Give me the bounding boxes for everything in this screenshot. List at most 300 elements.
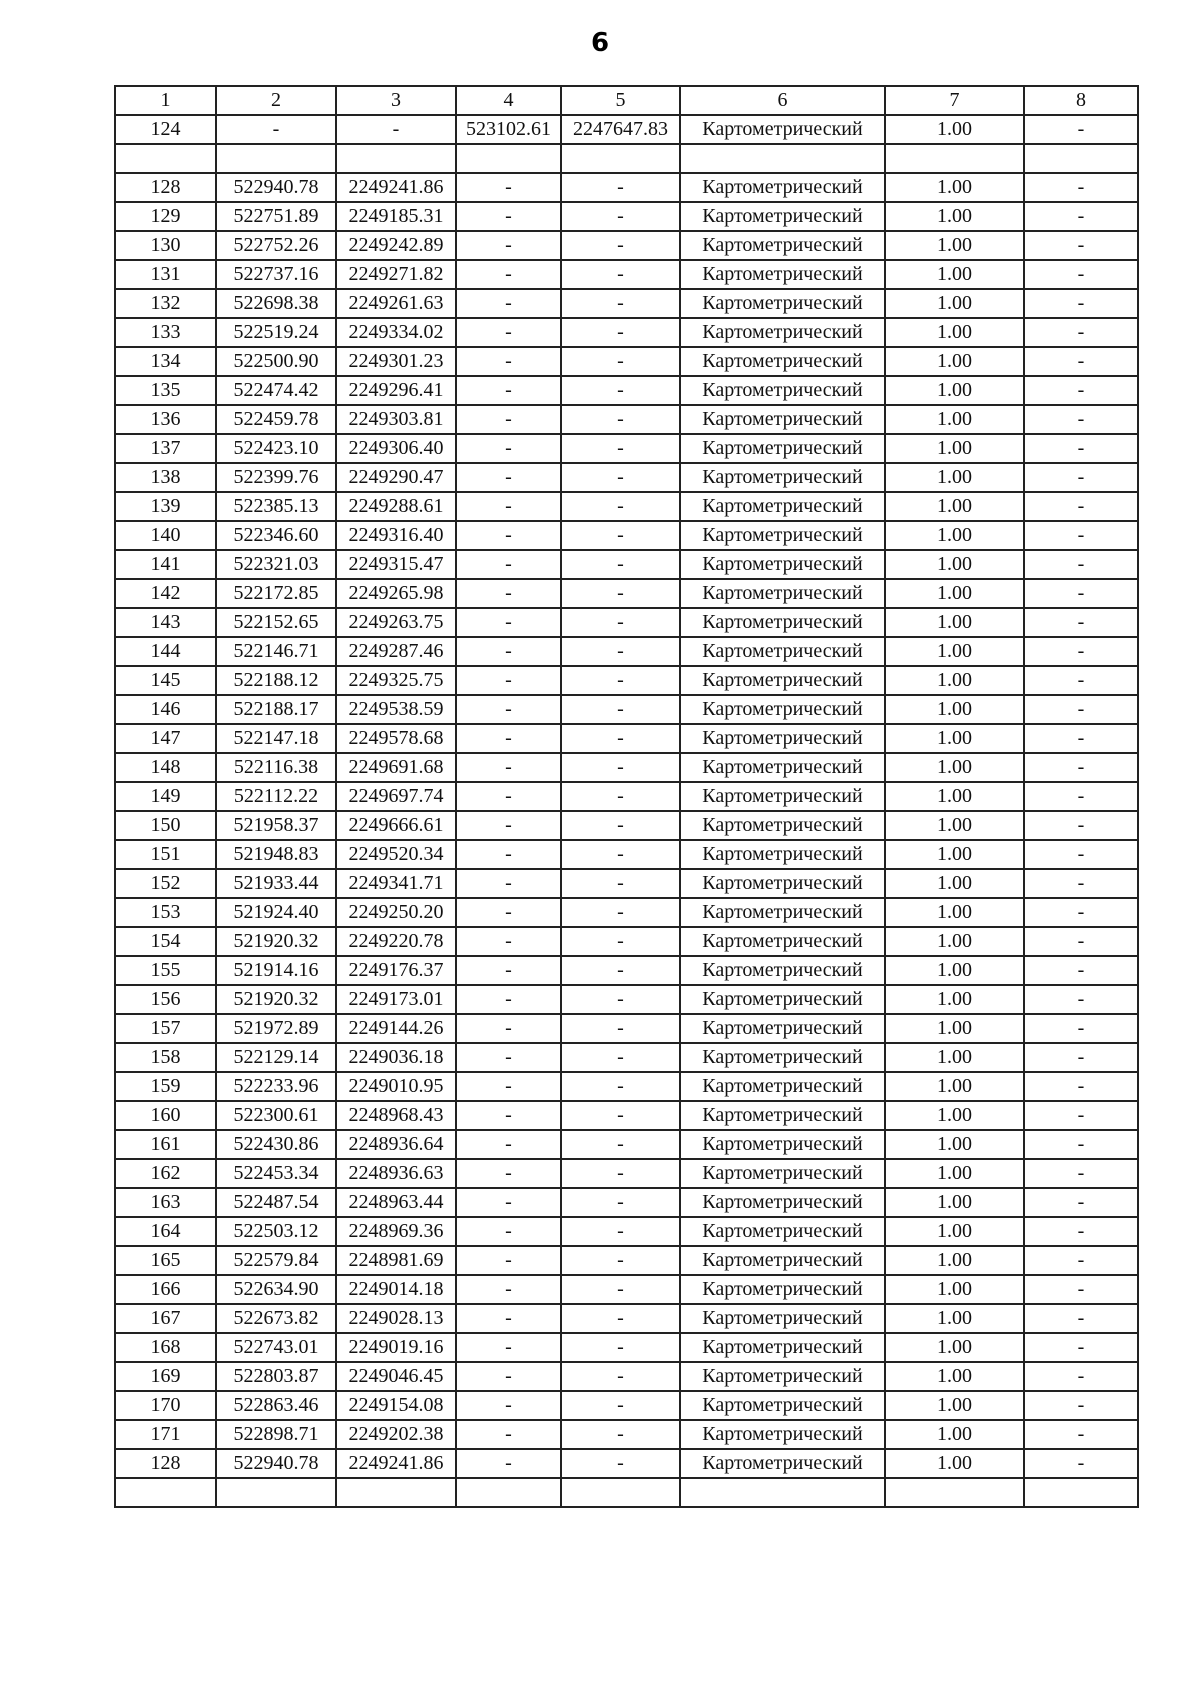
table-cell: -	[561, 579, 680, 608]
table-cell: 143	[115, 608, 216, 637]
table-cell: Картометрический	[680, 1217, 885, 1246]
table-cell: -	[456, 1275, 561, 1304]
table-row	[115, 115, 1138, 144]
table-cell: Картометрический	[680, 1188, 885, 1217]
table-cell: -	[456, 782, 561, 811]
table-cell: 522346.60	[216, 521, 336, 550]
table-cell: 521958.37	[216, 811, 336, 840]
table-cell: -	[561, 1159, 680, 1188]
table-cell: -	[561, 1333, 680, 1362]
table-cell: -	[1024, 1420, 1138, 1449]
table-cell: -	[1024, 666, 1138, 695]
table-cell: 522737.16	[216, 260, 336, 289]
table-cell: 136	[115, 405, 216, 434]
table-cell: 522634.90	[216, 1275, 336, 1304]
table-cell: -	[1024, 1449, 1138, 1478]
table-cell: Картометрический	[680, 1072, 885, 1101]
table-cell: -	[456, 1101, 561, 1130]
table-cell: -	[456, 347, 561, 376]
table-cell: -	[1024, 579, 1138, 608]
table-row	[115, 347, 1138, 376]
table-cell: 1.00	[885, 463, 1024, 492]
table-cell: -	[1024, 1101, 1138, 1130]
table-cell: 2247647.83	[561, 115, 680, 144]
table-cell: Картометрический	[680, 811, 885, 840]
table-cell: -	[561, 492, 680, 521]
table-cell: 2249697.74	[336, 782, 456, 811]
table-row	[115, 840, 1138, 869]
table-cell: -	[1024, 405, 1138, 434]
table-cell: -	[456, 579, 561, 608]
table-cell: 522188.12	[216, 666, 336, 695]
table-cell: 138	[115, 463, 216, 492]
table-cell: -	[561, 1101, 680, 1130]
table-cell: 2249691.68	[336, 753, 456, 782]
table-cell: -	[561, 1449, 680, 1478]
table-cell: 522423.10	[216, 434, 336, 463]
table-cell: -	[561, 985, 680, 1014]
table-row	[115, 869, 1138, 898]
table-cell: 1.00	[885, 1188, 1024, 1217]
table-cell: 146	[115, 695, 216, 724]
table-cell: 128	[115, 1449, 216, 1478]
table-cell: -	[561, 637, 680, 666]
table-cell: 522152.65	[216, 608, 336, 637]
table-cell: 1.00	[885, 434, 1024, 463]
table-cell: 156	[115, 985, 216, 1014]
table-cell: 1.00	[885, 1420, 1024, 1449]
table-cell: Картометрический	[680, 289, 885, 318]
table-cell: Картометрический	[680, 579, 885, 608]
column-header: 2	[216, 86, 336, 115]
table-cell: -	[561, 260, 680, 289]
table-cell: 522743.01	[216, 1333, 336, 1362]
table-row	[115, 1014, 1138, 1043]
table-cell: 522503.12	[216, 1217, 336, 1246]
table-cell: 2249144.26	[336, 1014, 456, 1043]
table-cell: 1.00	[885, 695, 1024, 724]
table-row	[115, 231, 1138, 260]
table-cell: 2248936.64	[336, 1130, 456, 1159]
table-cell: 2249303.81	[336, 405, 456, 434]
column-header: 4	[456, 86, 561, 115]
table-cell: 522579.84	[216, 1246, 336, 1275]
table-cell	[561, 144, 680, 173]
table-cell: 1.00	[885, 1072, 1024, 1101]
table-cell: -	[561, 1014, 680, 1043]
table-cell: 2248968.43	[336, 1101, 456, 1130]
table-row	[115, 492, 1138, 521]
table-cell: Картометрический	[680, 1159, 885, 1188]
table-cell: -	[1024, 1391, 1138, 1420]
table-cell: 1.00	[885, 1014, 1024, 1043]
table-header-row	[115, 86, 1138, 115]
table-cell: -	[561, 898, 680, 927]
column-header: 6	[680, 86, 885, 115]
table-cell: 522321.03	[216, 550, 336, 579]
table-cell: -	[456, 1217, 561, 1246]
table-cell	[885, 144, 1024, 173]
table-row	[115, 260, 1138, 289]
table-cell: 521914.16	[216, 956, 336, 985]
table-cell: 1.00	[885, 840, 1024, 869]
table-cell: -	[456, 1043, 561, 1072]
table-cell: -	[561, 1246, 680, 1275]
table-cell: -	[561, 1217, 680, 1246]
table-cell: 2249538.59	[336, 695, 456, 724]
table-cell: -	[456, 1014, 561, 1043]
table-cell: -	[456, 521, 561, 550]
table-cell: 2249010.95	[336, 1072, 456, 1101]
table-cell: 522863.46	[216, 1391, 336, 1420]
table-cell: Картометрический	[680, 840, 885, 869]
table-cell: -	[1024, 1362, 1138, 1391]
table-cell: Картометрический	[680, 608, 885, 637]
table-cell: 522673.82	[216, 1304, 336, 1333]
table-cell: 141	[115, 550, 216, 579]
table-row	[115, 811, 1138, 840]
table-cell: 147	[115, 724, 216, 753]
table-cell: 1.00	[885, 1043, 1024, 1072]
table-cell: -	[561, 811, 680, 840]
table-cell: 154	[115, 927, 216, 956]
table-row	[115, 1391, 1138, 1420]
table-cell: 137	[115, 434, 216, 463]
table-cell: 1.00	[885, 202, 1024, 231]
table-row	[115, 956, 1138, 985]
table-cell: -	[1024, 840, 1138, 869]
table-cell: 167	[115, 1304, 216, 1333]
table-cell: 522487.54	[216, 1188, 336, 1217]
table-row	[115, 202, 1138, 231]
table-cell: 522129.14	[216, 1043, 336, 1072]
table-cell: 522898.71	[216, 1420, 336, 1449]
table-cell: 1.00	[885, 347, 1024, 376]
table-cell: Картометрический	[680, 376, 885, 405]
table-cell: 1.00	[885, 1217, 1024, 1246]
table-row	[115, 376, 1138, 405]
table-cell: -	[1024, 1246, 1138, 1275]
table-cell: 2249334.02	[336, 318, 456, 347]
table-cell: -	[1024, 1043, 1138, 1072]
table-cell: 2249241.86	[336, 173, 456, 202]
table-cell: Картометрический	[680, 898, 885, 927]
table-cell: -	[456, 898, 561, 927]
table-cell: 2249306.40	[336, 434, 456, 463]
table-cell: 135	[115, 376, 216, 405]
table-cell: 2249173.01	[336, 985, 456, 1014]
table-cell: -	[1024, 492, 1138, 521]
table-cell: 522188.17	[216, 695, 336, 724]
table-cell: 1.00	[885, 1304, 1024, 1333]
table-cell: -	[1024, 782, 1138, 811]
table-cell: 1.00	[885, 376, 1024, 405]
table-cell: 2249154.08	[336, 1391, 456, 1420]
table-row	[115, 579, 1138, 608]
table-cell: 522500.90	[216, 347, 336, 376]
table-cell: 170	[115, 1391, 216, 1420]
table-cell: 159	[115, 1072, 216, 1101]
table-cell: Картометрический	[680, 463, 885, 492]
table-cell: 521924.40	[216, 898, 336, 927]
table-cell: 1.00	[885, 927, 1024, 956]
table-cell: 157	[115, 1014, 216, 1043]
table-cell: 2249220.78	[336, 927, 456, 956]
table-cell: -	[456, 840, 561, 869]
table-cell: 1.00	[885, 753, 1024, 782]
table-cell: -	[1024, 1304, 1138, 1333]
table-cell: 2249202.38	[336, 1420, 456, 1449]
table-cell: 1.00	[885, 666, 1024, 695]
table-cell: -	[1024, 434, 1138, 463]
table-cell: -	[456, 1246, 561, 1275]
table-cell: Картометрический	[680, 1449, 885, 1478]
table-row	[115, 289, 1138, 318]
table-cell: -	[456, 608, 561, 637]
table-cell: 2248969.36	[336, 1217, 456, 1246]
table-row	[115, 1101, 1138, 1130]
table-cell: -	[1024, 1217, 1138, 1246]
table-cell: 522147.18	[216, 724, 336, 753]
table-cell: 522116.38	[216, 753, 336, 782]
table-cell: -	[456, 1072, 561, 1101]
table-cell: -	[561, 1130, 680, 1159]
table-cell: 1.00	[885, 231, 1024, 260]
table-cell: 2249316.40	[336, 521, 456, 550]
table-cell: 128	[115, 173, 216, 202]
table-cell: -	[1024, 724, 1138, 753]
table-cell	[456, 1478, 561, 1507]
table-cell: -	[1024, 753, 1138, 782]
table-cell: 2249315.47	[336, 550, 456, 579]
table-cell: 130	[115, 231, 216, 260]
table-cell	[115, 1478, 216, 1507]
table-cell	[216, 144, 336, 173]
table-cell: -	[1024, 1014, 1138, 1043]
table-cell: Картометрический	[680, 260, 885, 289]
table-cell: -	[456, 811, 561, 840]
table-cell: Картометрический	[680, 1043, 885, 1072]
table-cell: Картометрический	[680, 202, 885, 231]
table-cell: -	[456, 289, 561, 318]
table-cell	[885, 1478, 1024, 1507]
table-cell: Картометрический	[680, 956, 885, 985]
table-cell: 152	[115, 869, 216, 898]
table-cell: 155	[115, 956, 216, 985]
table-cell: 1.00	[885, 1362, 1024, 1391]
table-row	[115, 405, 1138, 434]
table-cell: Картометрический	[680, 173, 885, 202]
table-cell: -	[1024, 289, 1138, 318]
table-cell: 124	[115, 115, 216, 144]
table-cell: -	[1024, 260, 1138, 289]
table-row	[115, 1304, 1138, 1333]
table-cell: -	[1024, 869, 1138, 898]
table-row	[115, 1072, 1138, 1101]
table-cell	[115, 144, 216, 173]
table-cell: 132	[115, 289, 216, 318]
table-cell: Картометрический	[680, 1246, 885, 1275]
table-cell: -	[1024, 347, 1138, 376]
column-header: 1	[115, 86, 216, 115]
table-cell: 1.00	[885, 811, 1024, 840]
table-cell	[216, 1478, 336, 1507]
table-cell: 1.00	[885, 637, 1024, 666]
table-cell: -	[561, 289, 680, 318]
table-cell: -	[1024, 695, 1138, 724]
table-cell: 1.00	[885, 579, 1024, 608]
table-cell: 145	[115, 666, 216, 695]
table-cell: 521933.44	[216, 869, 336, 898]
table-cell: -	[561, 550, 680, 579]
table-cell: -	[456, 492, 561, 521]
table-cell: -	[1024, 318, 1138, 347]
table-cell: 522940.78	[216, 173, 336, 202]
table-cell: Картометрический	[680, 521, 885, 550]
table-cell: -	[561, 753, 680, 782]
table-cell: -	[1024, 1275, 1138, 1304]
table-cell: 1.00	[885, 782, 1024, 811]
table-cell: -	[456, 1391, 561, 1420]
table-cell: Картометрический	[680, 927, 885, 956]
table-cell: 2249301.23	[336, 347, 456, 376]
table-cell: -	[456, 463, 561, 492]
table-cell: Картометрический	[680, 1420, 885, 1449]
table-cell: -	[561, 666, 680, 695]
table-row	[115, 666, 1138, 695]
table-row	[115, 318, 1138, 347]
table-cell: 161	[115, 1130, 216, 1159]
table-row	[115, 1188, 1138, 1217]
table-cell: -	[1024, 376, 1138, 405]
table-cell: Картометрический	[680, 695, 885, 724]
table-cell: 139	[115, 492, 216, 521]
table-cell: 1.00	[885, 492, 1024, 521]
table-cell: -	[1024, 1188, 1138, 1217]
table-row	[115, 463, 1138, 492]
table-cell: -	[561, 695, 680, 724]
table-cell: 1.00	[885, 318, 1024, 347]
table-cell: -	[456, 985, 561, 1014]
table-cell: 2249271.82	[336, 260, 456, 289]
table-cell: -	[456, 1304, 561, 1333]
table-cell: Картометрический	[680, 1304, 885, 1333]
table-cell: 522752.26	[216, 231, 336, 260]
table-cell: 2249666.61	[336, 811, 456, 840]
table-cell: 169	[115, 1362, 216, 1391]
table-cell: 2249520.34	[336, 840, 456, 869]
table-cell: -	[1024, 550, 1138, 579]
table-row	[115, 898, 1138, 927]
table-cell: 153	[115, 898, 216, 927]
table-cell: 521920.32	[216, 927, 336, 956]
table-cell: 2249028.13	[336, 1304, 456, 1333]
table-cell: Картометрический	[680, 1362, 885, 1391]
table-cell: -	[456, 202, 561, 231]
table-cell: 522940.78	[216, 1449, 336, 1478]
table-row	[115, 550, 1138, 579]
table-row	[115, 724, 1138, 753]
table-cell: Картометрический	[680, 115, 885, 144]
table-cell: 1.00	[885, 260, 1024, 289]
table-cell: 522399.76	[216, 463, 336, 492]
table-cell: -	[456, 695, 561, 724]
table-cell: -	[561, 318, 680, 347]
table-cell: 522172.85	[216, 579, 336, 608]
table-cell: Картометрический	[680, 782, 885, 811]
table-cell: 171	[115, 1420, 216, 1449]
table-cell: 158	[115, 1043, 216, 1072]
table-cell: 1.00	[885, 173, 1024, 202]
table-cell: 2249288.61	[336, 492, 456, 521]
table-cell: 2249046.45	[336, 1362, 456, 1391]
table-cell: -	[1024, 927, 1138, 956]
table-cell: 1.00	[885, 985, 1024, 1014]
table-cell: -	[456, 869, 561, 898]
table-cell: -	[1024, 521, 1138, 550]
table-row	[115, 782, 1138, 811]
table-cell: 1.00	[885, 1246, 1024, 1275]
table-cell: -	[561, 927, 680, 956]
table-cell: -	[1024, 985, 1138, 1014]
table-cell: -	[456, 260, 561, 289]
table-cell: -	[456, 1333, 561, 1362]
table-cell: -	[456, 434, 561, 463]
column-header: 8	[1024, 86, 1138, 115]
table-cell: 1.00	[885, 521, 1024, 550]
table-cell: 148	[115, 753, 216, 782]
table-cell: -	[1024, 463, 1138, 492]
table-cell: 166	[115, 1275, 216, 1304]
table-cell: -	[561, 782, 680, 811]
table-cell: 2249265.98	[336, 579, 456, 608]
table-cell: 522751.89	[216, 202, 336, 231]
table-cell: -	[1024, 1130, 1138, 1159]
table-cell: Картометрический	[680, 434, 885, 463]
table-cell: 2248963.44	[336, 1188, 456, 1217]
table-cell: -	[456, 1188, 561, 1217]
table-cell: 144	[115, 637, 216, 666]
table-cell: -	[1024, 202, 1138, 231]
table-cell: Картометрический	[680, 637, 885, 666]
column-header: 5	[561, 86, 680, 115]
table-cell: -	[561, 463, 680, 492]
table-cell: -	[561, 608, 680, 637]
table-cell: Картометрический	[680, 1101, 885, 1130]
table-cell: 2249287.46	[336, 637, 456, 666]
table-cell: -	[561, 1304, 680, 1333]
table-cell	[1024, 144, 1138, 173]
table-cell: -	[561, 1072, 680, 1101]
table-cell: 165	[115, 1246, 216, 1275]
table-cell: -	[336, 115, 456, 144]
table-row	[115, 1043, 1138, 1072]
table-cell: -	[456, 231, 561, 260]
table-cell: 1.00	[885, 1101, 1024, 1130]
table-cell: 521972.89	[216, 1014, 336, 1043]
table-cell: -	[561, 1188, 680, 1217]
table-cell: 522698.38	[216, 289, 336, 318]
table-cell: 1.00	[885, 1333, 1024, 1362]
table-cell: -	[456, 550, 561, 579]
table-cell: 522146.71	[216, 637, 336, 666]
table-cell: Картометрический	[680, 1130, 885, 1159]
table-cell: 2249290.47	[336, 463, 456, 492]
table-cell: -	[456, 753, 561, 782]
table-row	[115, 985, 1138, 1014]
table-cell	[680, 1478, 885, 1507]
table-cell: -	[456, 1362, 561, 1391]
